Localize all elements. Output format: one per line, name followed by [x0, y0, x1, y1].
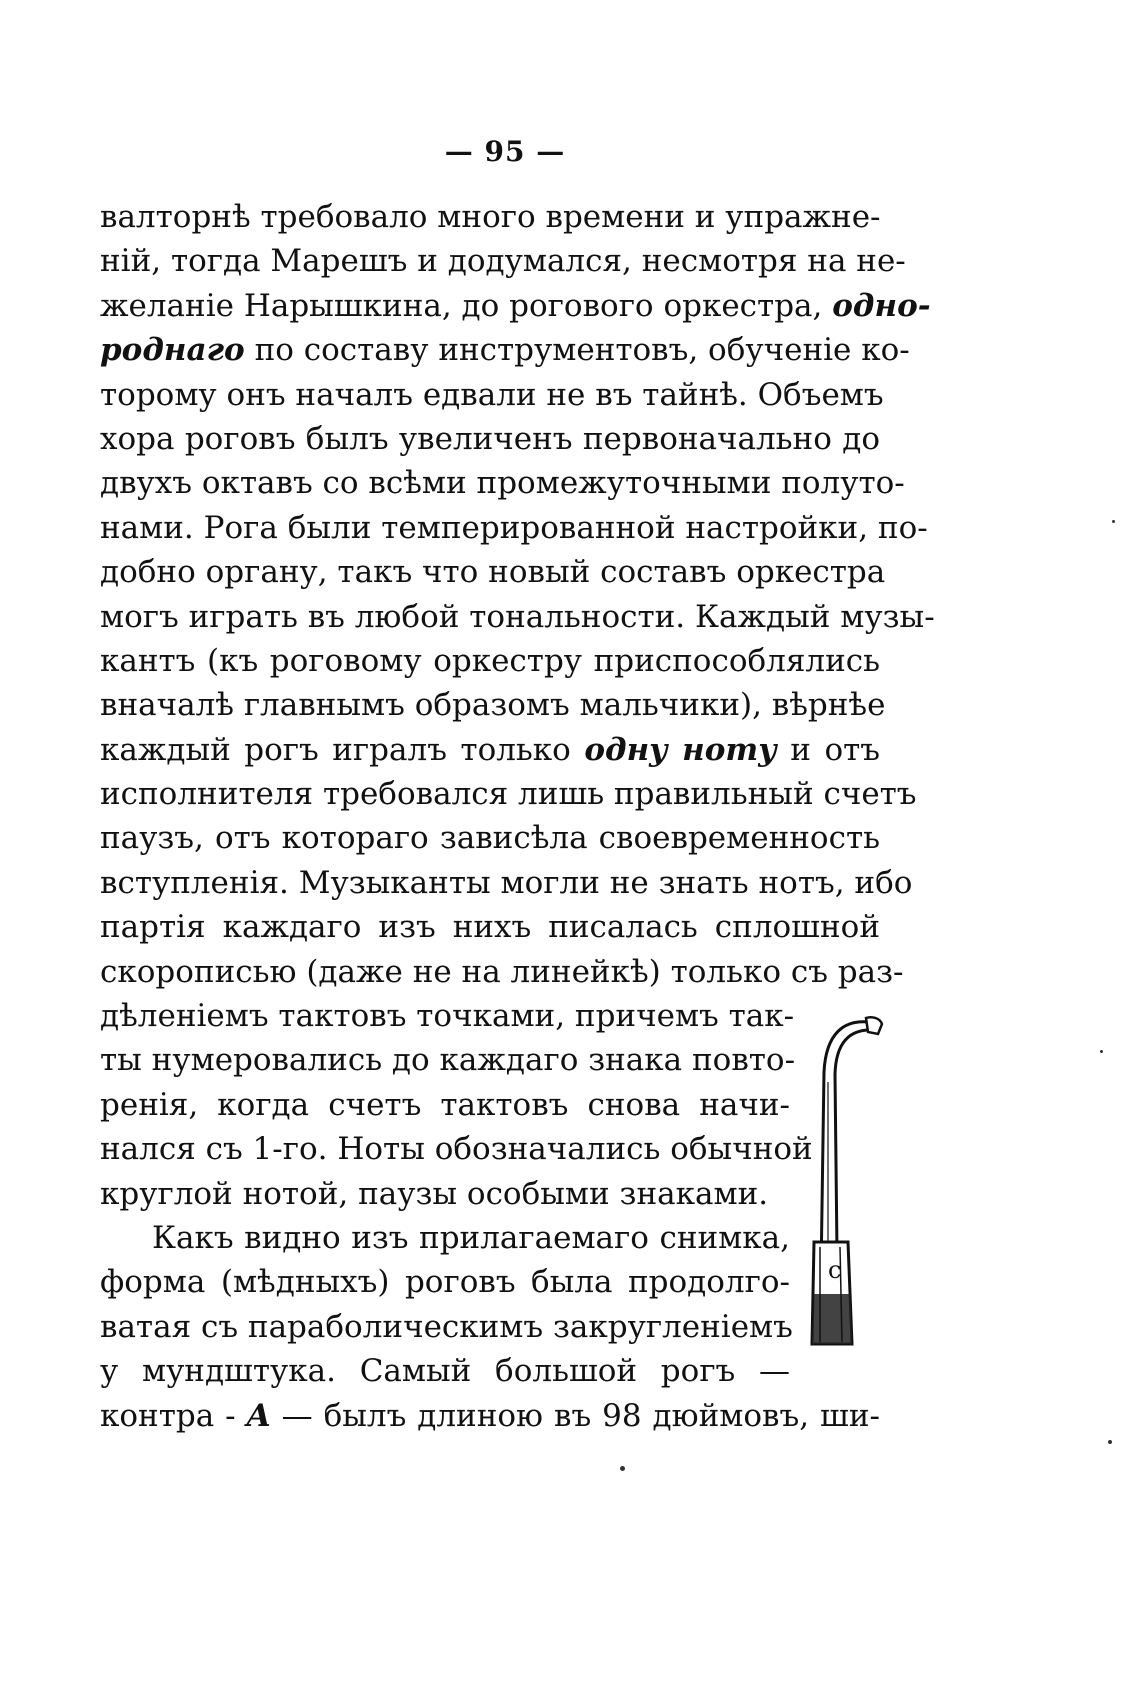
text-line: контра - A — былъ длиною въ 98 дюймовъ, ши-	[100, 1397, 881, 1434]
text-line: двухъ октавъ со всѣми промежуточными полуто-	[100, 465, 905, 502]
emphasis-text: одно-	[832, 287, 931, 324]
emphasis-text: роднаго	[100, 332, 245, 369]
text-line: вступленія. Музыканты могли не знать нотъ, ибо	[100, 864, 913, 901]
figure-label: c	[828, 1256, 842, 1284]
horn-icon	[790, 1012, 890, 1357]
body-text	[100, 195, 935, 1438]
emphasis-text: A	[246, 1397, 271, 1434]
text-line: желаніе Нарышкина, до рогового оркестра, одно-	[100, 287, 931, 324]
text-line: исполнителя требовался лишь правильный счетъ	[100, 776, 917, 813]
page-number: — 95 —	[444, 135, 566, 168]
text-line: ренія, когда счетъ тактовъ снова начи-	[100, 1086, 790, 1123]
text-line: нами. Рога были темперированной настройки, по-	[100, 509, 928, 546]
scan-speck	[620, 1466, 625, 1471]
text-line: скорописью (даже не на линейкѣ) только съ раз-	[100, 953, 904, 990]
text-line: Какъ видно изъ прилагаемаго снимка,	[152, 1219, 790, 1256]
text-line: у мундштука. Самый большой рогъ —	[100, 1353, 790, 1390]
text-line: ній, тогда Марешъ и додумался, несмотря на не-	[100, 243, 906, 280]
text-line: форма (мѣдныхъ) роговъ была продолго-	[100, 1264, 790, 1301]
text-line: торому онъ началъ едвали не въ тайнѣ. Объемъ	[100, 376, 884, 413]
text-line: кантъ (къ роговому оркестру приспособлялись	[100, 642, 880, 679]
text-line: ватая съ параболическимъ закругленіемъ	[100, 1308, 793, 1345]
text-line: каждый рогъ игралъ только одну ноту и отъ	[100, 731, 880, 768]
text-line: нался съ 1-го. Ноты обозначались обычной	[100, 1131, 813, 1168]
emphasis-text: одну ноту	[584, 731, 777, 768]
text-line: ты нумеровались до каждаго знака повто-	[100, 1042, 796, 1079]
text-line: партія каждаго изъ нихъ писалась сплошной	[100, 909, 880, 946]
scan-speck	[1108, 1440, 1112, 1444]
text-line: роднаго по составу инструментовъ, обученіе ко-	[100, 332, 910, 369]
text-line: валторнѣ требовало много времени и упражне-	[100, 199, 881, 235]
scan-speck	[1112, 520, 1115, 523]
scan-speck	[1100, 1050, 1103, 1053]
text-line: добно органу, такъ что новый составъ оркестра	[100, 554, 886, 591]
text-line: хора роговъ былъ увеличенъ первоначально до	[100, 420, 880, 457]
text-line: дѣленіемъ тактовъ точками, причемъ так-	[100, 998, 795, 1035]
text-line: могъ играть въ любой тональности. Каждый музы-	[100, 598, 935, 635]
text-line: паузъ, отъ котораго зависѣла своевременность	[100, 820, 880, 857]
text-line: вначалѣ главнымъ образомъ мальчики), вѣрнѣе	[100, 687, 886, 724]
text-line: круглой нотой, паузы особыми знаками.	[100, 1175, 769, 1212]
